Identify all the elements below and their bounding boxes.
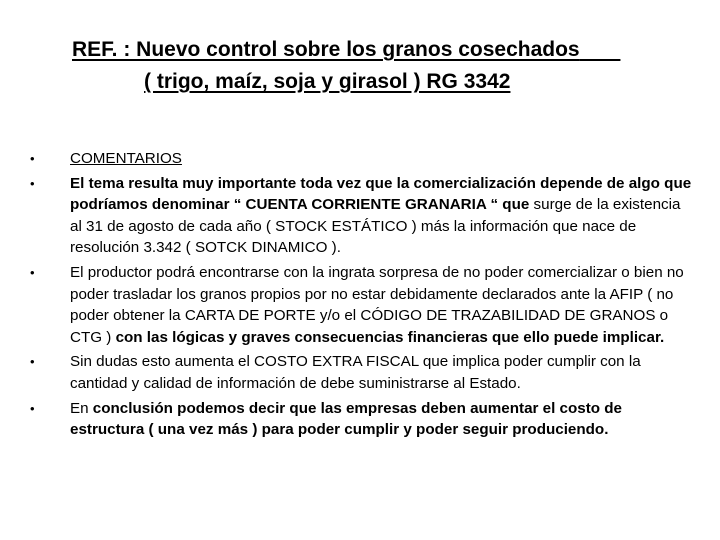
bullet-text — [70, 264, 684, 346]
bullet-text-part: En — [70, 399, 93, 417]
bullet-item — [24, 148, 696, 170]
bullet-item — [24, 262, 696, 348]
bullet-text-part: El tema resulta muy importante toda vez que la comercialización depende de algo que podríamos denominar “ CUENTA CORRIENTE GRANARIA “ que — [70, 174, 692, 214]
title-line-2 — [70, 66, 710, 98]
bullet-text — [70, 400, 622, 439]
title-line-2-text: ( trigo, maíz, soja y girasol ) RG 3342 — [144, 70, 511, 93]
bullet-dot-icon: • — [30, 264, 35, 280]
title-line-1 — [70, 34, 710, 66]
bullet-text-part: conclusión podemos decir que las empresas deben aumentar el costo de estructura ( una vez más ) para poder cumplir y poder seguir produciendo. — [70, 399, 622, 439]
title-line-1-tail — [580, 38, 621, 61]
bullet-text-part: El productor podrá encontrarse con la ingrata sorpresa de no poder comercializar o bien no poder trasladar los granos propios por no estar debidamente declarados ante la AFIP ( no poder obtener la CARTA DE PORTE y/o el CÓDIGO DE TRAZABILIDAD DE GRANOS o CTG ) — [70, 263, 684, 346]
bullet-dot-icon: • — [30, 354, 35, 370]
title-line-1-text: REF. : Nuevo control sobre los granos cosechados — [72, 38, 580, 61]
bullet-text — [70, 150, 182, 167]
bullet-dot-icon: • — [30, 151, 35, 166]
bullet-list — [24, 148, 696, 444]
bullet-item — [24, 173, 696, 259]
bullet-text — [70, 353, 641, 392]
slide-title — [70, 34, 710, 98]
bullet-dot-icon: • — [30, 175, 35, 191]
bullet-text — [70, 175, 691, 257]
bullet-text-part: surge de la existencia al 31 de agosto de cada año ( STOCK ESTÁTICO ) más la información que nace de resolución 3.342 ( SOTCK DINAMICO ). — [70, 196, 681, 257]
bullet-item — [24, 351, 696, 394]
bullet-text-part: Sin dudas esto aumenta el COSTO EXTRA FISCAL que implica poder cumplir con la cantidad y calidad de información de debe suministrarse al Estado. — [70, 353, 641, 392]
bullet-dot-icon: • — [30, 400, 35, 416]
bullet-text-part: COMENTARIOS — [70, 150, 182, 167]
bullet-item — [24, 398, 696, 441]
bullet-text-part: con las lógicas y graves consecuencias financieras que ello puede implicar. — [115, 328, 665, 346]
